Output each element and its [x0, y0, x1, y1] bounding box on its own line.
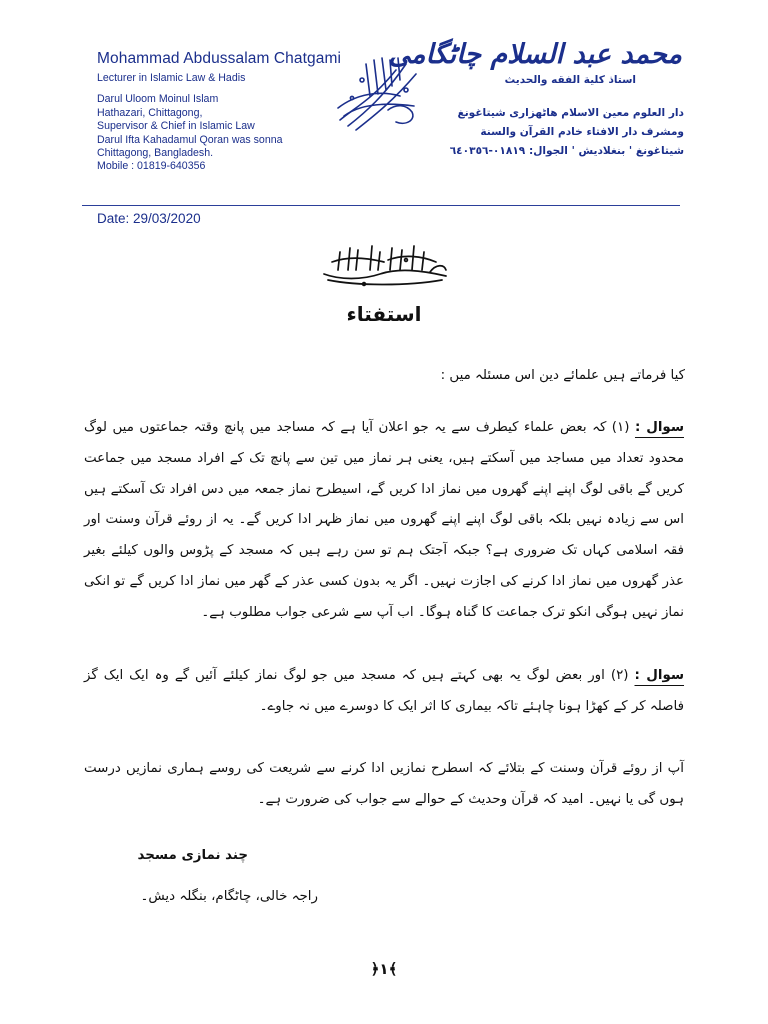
- final-request: آپ از روئے قرآن وسنت کے بتلائے کہ اسطرح نمازیں ادا کرنے سے شریعت کی روسے ہماری نمازیں درست ہوں گی یا نہیں۔ امید کہ قرآن وحدیث کے حوالے سے جواب کی ضرورت ہے۔: [84, 761, 684, 807]
- letterhead-line-arabic: شیتاغونغ ' بنغلادیش ' الجوال: ۰۱۸۱۹-٦٤٠٣٥٦: [449, 145, 684, 157]
- author-title-arabic: استاذ كلية الفقه والحديث: [504, 74, 636, 86]
- author-name-arabic: محمد عبد السلام چاٹگامی: [388, 39, 682, 70]
- author-name-english: Mohammad Abdussalam Chatgami: [97, 50, 342, 67]
- page-title: استفتاء: [346, 302, 422, 326]
- letterhead-line: Darul Ifta Kahadamul Qoran was sonna: [97, 133, 283, 146]
- question-label: سوال :: [634, 420, 684, 435]
- letterhead-line-arabic: دار العلوم معین الاسلام هاٹهزاری شیتاغونغ: [457, 107, 684, 119]
- letterhead-line: Mobile : 01819-640356: [97, 160, 206, 173]
- intro-text: کیا فرماتے ہیں علمائے دین اس مسئلہ میں :: [440, 368, 685, 383]
- letterhead-line: Darul Uloom Moinul Islam: [97, 93, 219, 106]
- question-1: [84, 413, 684, 629]
- letterhead-line: Chittagong, Bangladesh.: [97, 147, 214, 160]
- signature-line-2: راجہ خالی، چاٹگام، بنگلہ دیش۔: [140, 889, 318, 904]
- signature-line-1: چند نمازی مسجد: [137, 848, 248, 863]
- question-label: سوال :: [634, 668, 685, 683]
- letterhead-line: Lecturer in Islamic Law & Hadis: [97, 72, 246, 84]
- document-date: Date: 29/03/2020: [97, 211, 201, 226]
- page-number: ﴿۱﴾: [370, 960, 398, 978]
- header-divider: [82, 205, 680, 206]
- arabic-letterhead: [354, 38, 684, 161]
- question-text: (۱) کہ بعض علماء کیطرف سے یہ جو اعلان آیا ہے کہ مساجد میں پانچ وقتہ جماعتوں میں لوگ محدود تعداد میں مساجد میں آسکتے ہیں، یعنی ہر نماز میں تین سے پانچ تک کے افراد مسجد میں جماعت کریں گے باقی لوگ اپنے اپنے گھروں میں نماز ادا کریں گے، اسیطرح نماز جمعہ میں دس افراد تک آسکتے ہیں اس سے زیادہ نہیں بلکہ باقی لوگ اپنے اپنے گھروں میں نماز ظہر ادا کریں گے۔ یہ از روئے قرآن وسنت اور فقہ اسلامی کہاں تک ضروری ہے؟ جبکہ آجتک ہم تو سن رہے ہیں کہ مسجد کے پڑوس والوں کیلئے بغیر عذر گھروں میں نماز ادا کرنے کی اجازت نہیں۔ اگر یہ بدون کسی عذر کے گھر میں نماز ادا کریں گے تو انکی نماز نہیں ہوگی انکو ترک جماعت کا گناہ ہوگا۔ اب آپ سے شرعی جواب مطلوب ہے۔: [84, 420, 684, 620]
- letterhead-line-arabic: ومشرف دار الافتاء خادم القرآن والسنة: [480, 126, 684, 138]
- basmala-calligraphy-icon: [318, 240, 452, 288]
- letterhead-line: Hathazari, Chittagong,: [97, 106, 203, 119]
- english-letterhead: [97, 50, 362, 174]
- letterhead-line: Supervisor & Chief in Islamic Law: [97, 120, 255, 133]
- question-text: (۲) اور بعض لوگ یہ بھی کہتے ہیں کہ مسجد میں جو لوگ نماز کیلئے آئیں گے وہ ایک ایک گز فاصلہ کر کے کھڑا ہونا چاہئے تاکہ بیماری کا اثر ایک کا دوسرے میں نہ جاوے۔: [84, 668, 684, 714]
- question-2: [84, 660, 684, 722]
